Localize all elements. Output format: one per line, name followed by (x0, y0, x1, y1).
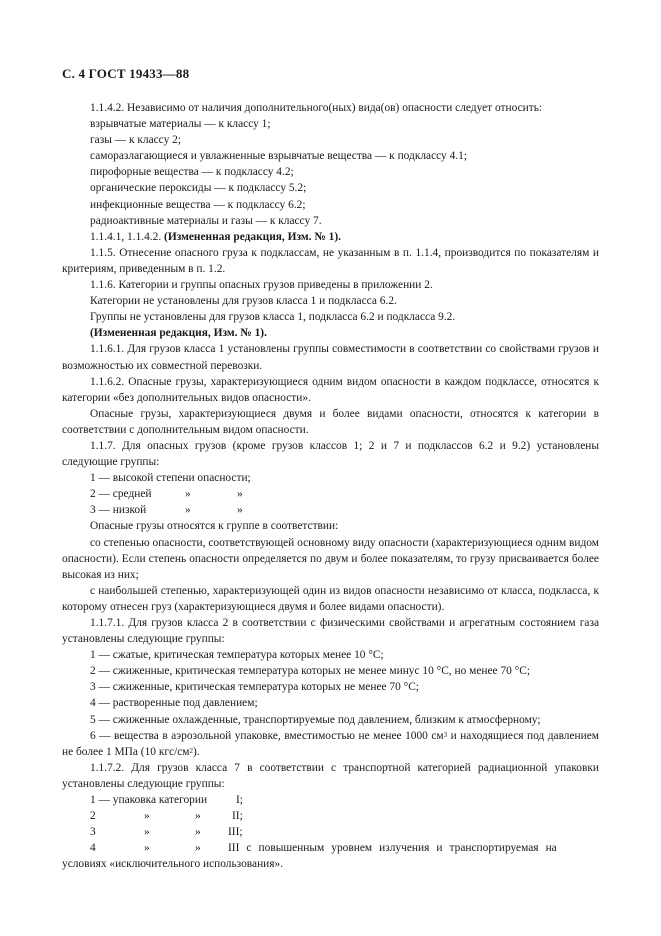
list-item: газы — к классу 2; (90, 134, 181, 147)
clause-1-1-4-2: 1.1.4.2. Независимо от наличия дополнительного(ных) вида(ов) опасности следует относить: (90, 102, 543, 114)
ditto-mark: » (237, 488, 243, 501)
list-item: инфекционные вещества — к подклассу 6.2; (90, 198, 306, 211)
list-item: саморазлагающиеся и увлажненные взрывчатые вещества — к подклассу 4.1; (90, 150, 468, 163)
amendment-note-2: (Измененная редакция, Изм. № 1). (90, 327, 267, 340)
list-item: органические пероксиды — к подклассу 5.2; (90, 182, 307, 195)
ditto-mark: » (185, 504, 191, 517)
document-body (62, 100, 599, 873)
clause-1-1-6-1: 1.1.6.1. Для грузов класса 1 установлены группы совместимости в соответствии со свойствами грузов и возможностью их совместной перевозки. (62, 343, 599, 372)
superscript: 3 (443, 730, 448, 739)
clause-1-1-6-b: Категории не установлены для грузов класса 1 и подкласса 6.2. (90, 295, 397, 308)
group-3-label: 3 — низкой (90, 504, 147, 517)
ditto-mark: » (195, 810, 201, 823)
gas-group-6-text-a: 6 — вещества в аэрозольной упаковке, вместимостью не менее 1000 см (90, 729, 444, 742)
package-row-label: 1 — упаковка категории (90, 794, 208, 807)
gas-group: 1 — сжатые, критическая температура которых менее 10 °С; (90, 649, 384, 662)
package-row-number: 4 (90, 842, 96, 855)
amendment-ref: 1.1.4.1, 1.1.4.2. (90, 230, 165, 243)
gas-group: 4 — растворенные под давлением; (90, 697, 258, 710)
gas-group: 3 — сжиженные, критическая температура которых не менее 70 °С; (90, 681, 419, 694)
group-3 (62, 502, 599, 518)
ditto-mark: » (144, 826, 150, 839)
clause-1-1-7-1: 1.1.7.1. Для грузов класса 2 в соответствии с физическими свойствами и агрегатным состоянием газа установлены следующие группы: (62, 617, 599, 646)
ditto-mark: » (144, 842, 150, 855)
ditto-mark: » (195, 826, 201, 839)
package-category: III; (228, 826, 243, 839)
ditto-mark: » (185, 488, 191, 501)
package-category: II; (232, 810, 243, 823)
package-row-3 (62, 824, 599, 840)
package-category: I; (236, 794, 243, 807)
clause-1-1-7-p2: со степенью опасности, соответствующей основному виду опасности (характеризующиеся одним видом опасности). Если степень опасности определяется по двум и более показателям, то грузу присваивается более высокая из них; (62, 536, 599, 581)
list-item: взрывчатые материалы — к классу 1; (90, 118, 271, 131)
clause-1-1-6-2: 1.1.6.2. Опасные грузы, характеризующиеся одним видом опасности в каждом подклассе, относятся к категории «без дополнительных видов опасности». (62, 375, 599, 404)
page-header: С. 4 ГОСТ 19433—88 (62, 66, 190, 81)
list-item: пирофорные вещества — к подклассу 4.2; (90, 166, 294, 179)
gas-group-6 (62, 728, 599, 760)
gas-group: 5 — сжиженные охлажденные, транспортируемые под давлением, близким к атмосферному; (90, 713, 541, 726)
gas-group-6-text-c: ). (193, 745, 200, 758)
ditto-mark: » (195, 842, 201, 855)
clause-1-1-6: 1.1.6. Категории и группы опасных грузов приведены в приложении 2. (90, 279, 433, 292)
clause-1-1-7-p1: Опасные грузы относятся к группе в соответствии: (90, 520, 339, 533)
clause-1-1-6-c: Группы не установлены для грузов класса 1, подкласса 6.2 и подкласса 9.2. (90, 311, 456, 324)
package-row-number: 2 (90, 810, 96, 823)
package-row-4-cont: условиях «исключительного использования». (62, 858, 284, 871)
group-2-label: 2 — средней (90, 488, 152, 501)
ditto-mark: » (237, 504, 243, 517)
clause-1-1-7-p3: с наибольшей степенью, характеризующей один из видов опасности независимо от класса, подкласса, к которому отнесен груз (характеризующиеся двумя и более видами опасности). (62, 584, 599, 613)
amendment-bold: (Измененная редакция, Изм. № 1). (164, 230, 341, 243)
clause-1-1-7: 1.1.7. Для опасных грузов (кроме грузов классов 1; 2 и 7 и подклассов 6.2 и 9.2) установлены следующие группы: (62, 439, 599, 469)
package-row-4 (62, 840, 599, 856)
package-row-1 (62, 792, 599, 808)
package-row-2 (62, 808, 599, 824)
clause-1-1-7-2: 1.1.7.2. Для грузов класса 7 в соответствии с транспортной категорией радиационной упаковки установлены следующие группы: (62, 761, 599, 790)
superscript: 2 (189, 746, 194, 755)
group-1: 1 — высокой степени опасности; (90, 472, 251, 485)
package-row-number: 3 (90, 826, 96, 839)
gas-group: 2 — сжиженные, критическая температура которых не менее минус 10 °С, но менее 70 °С; (90, 665, 531, 678)
clause-1-1-5: 1.1.5. Отнесение опасного груза к подклассам, не указанным в п. 1.1.4, производится по показателям и критериям, приведенным в п. 1.2. (62, 246, 599, 275)
list-item: радиоактивные материалы и газы — к классу 7. (90, 214, 322, 227)
package-category: III с повышенным уровнем излучения и транспортируемая на (228, 842, 557, 855)
ditto-mark: » (144, 810, 150, 823)
group-2 (62, 486, 599, 502)
clause-1-1-6-2-b: Опасные грузы, характеризующиеся двумя и более видами опасности, относятся к категории в соответствии с дополнительным видом опасности. (62, 407, 599, 436)
amendment-note (62, 229, 599, 245)
gas-group-6-text-b: и находящиеся под давлением не более 1 МПа (10 кгс/см (62, 729, 599, 758)
